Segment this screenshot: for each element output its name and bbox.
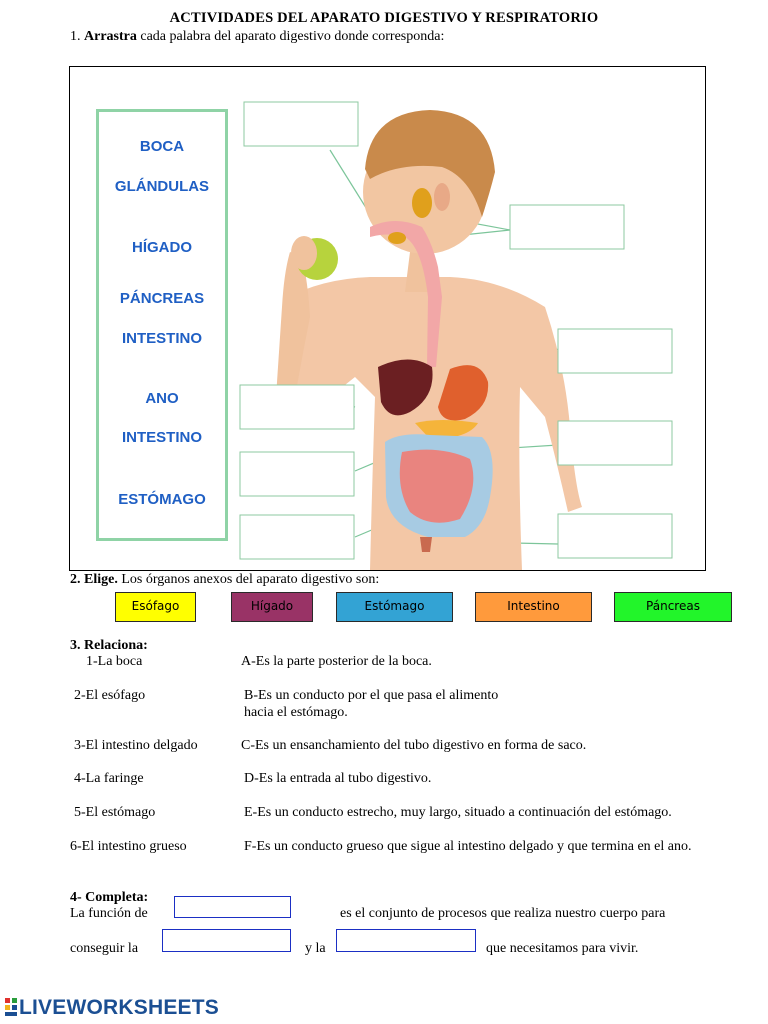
choice-higado[interactable]: Hígado <box>231 592 313 622</box>
question-2-instruction <box>70 572 379 588</box>
drop-box-8 <box>558 514 672 558</box>
answer-field-2[interactable] <box>162 929 291 952</box>
choice-intestino[interactable]: Intestino <box>475 592 592 622</box>
q4-line2-mid: y la <box>305 941 326 956</box>
relate-right-c: C-Es un ensanchamiento del tubo digestivo en forma de saco. <box>241 738 587 753</box>
liveworksheets-mark-icon <box>4 997 18 1017</box>
relate-left-3: 3-El intestino delgado <box>74 738 198 753</box>
question-1-instruction <box>70 29 444 45</box>
q2-number: 2. <box>70 572 81 587</box>
question-4-heading: 4- Completa: <box>70 890 149 905</box>
word-glandulas[interactable]: GLÁNDULAS <box>114 178 210 195</box>
word-boca[interactable]: BOCA <box>139 138 185 155</box>
q1-verb: Arrastra <box>84 29 137 44</box>
choice-estomago[interactable]: Estómago <box>336 592 453 622</box>
liveworksheets-logo: LIVEWORKSHEETS <box>4 996 219 1020</box>
drop-box-3 <box>558 329 672 373</box>
q1-text: cada palabra del aparato digestivo donde corresponda: <box>140 29 445 44</box>
answer-field-1[interactable] <box>174 896 291 918</box>
q4-line2-end: que necesitamos para vivir. <box>486 941 639 956</box>
relate-right-b: B-Es un conducto por el que pasa el alimento <box>244 688 499 703</box>
word-intestino-2[interactable]: INTESTINO <box>121 429 202 446</box>
word-bank <box>96 109 228 541</box>
relate-left-6: 6-El intestino grueso <box>70 839 187 854</box>
relate-left-4: 4-La faringe <box>74 771 144 786</box>
q2-verb: Elige. <box>84 572 118 587</box>
drop-box-4 <box>240 385 354 429</box>
q4-line1-start: La función de <box>70 906 148 921</box>
relate-left-1: 1-La boca <box>86 654 143 669</box>
relate-right-a: A-Es la parte posterior de la boca. <box>241 654 432 669</box>
drop-box-5 <box>240 452 354 496</box>
relate-right-f: F-Es un conducto grueso que sigue al intestino delgado y que termina en el ano. <box>244 839 692 854</box>
answer-field-3[interactable] <box>336 929 476 952</box>
word-intestino-1[interactable]: INTESTINO <box>121 330 202 347</box>
relate-left-2: 2-El esófago <box>74 688 146 703</box>
drop-box-2 <box>510 205 624 249</box>
relate-right-d: D-Es la entrada al tubo digestivo. <box>244 771 432 786</box>
digestive-system-figure <box>69 66 706 571</box>
worksheet-title: ACTIVIDADES DEL APARATO DIGESTIVO Y RESPIRATORIO <box>169 10 599 26</box>
choice-pancreas[interactable]: Páncreas <box>614 592 732 622</box>
word-higado[interactable]: HÍGADO <box>132 239 192 256</box>
relate-right-b-cont: hacia el estómago. <box>244 705 348 720</box>
drop-box-6 <box>558 421 672 465</box>
q1-number: 1. <box>70 29 81 44</box>
drop-box-7 <box>240 515 354 559</box>
relate-left-5: 5-El estómago <box>74 805 156 820</box>
question-3-heading: 3. Relaciona: <box>70 638 148 653</box>
q4-line1-end: es el conjunto de procesos que realiza nuestro cuerpo para <box>340 906 666 921</box>
q4-line2-start: conseguir la <box>70 941 139 956</box>
choice-esofago[interactable]: Esófago <box>115 592 196 622</box>
word-pancreas[interactable]: PÁNCREAS <box>119 290 205 307</box>
relate-right-e: E-Es un conducto estrecho, muy largo, situado a continuación del estómago. <box>244 805 672 820</box>
q2-text: Los órganos anexos del aparato digestivo son: <box>121 572 380 587</box>
word-ano[interactable]: ANO <box>145 390 179 407</box>
drop-box-1 <box>244 102 358 146</box>
word-estomago[interactable]: ESTÓMAGO <box>118 491 206 508</box>
